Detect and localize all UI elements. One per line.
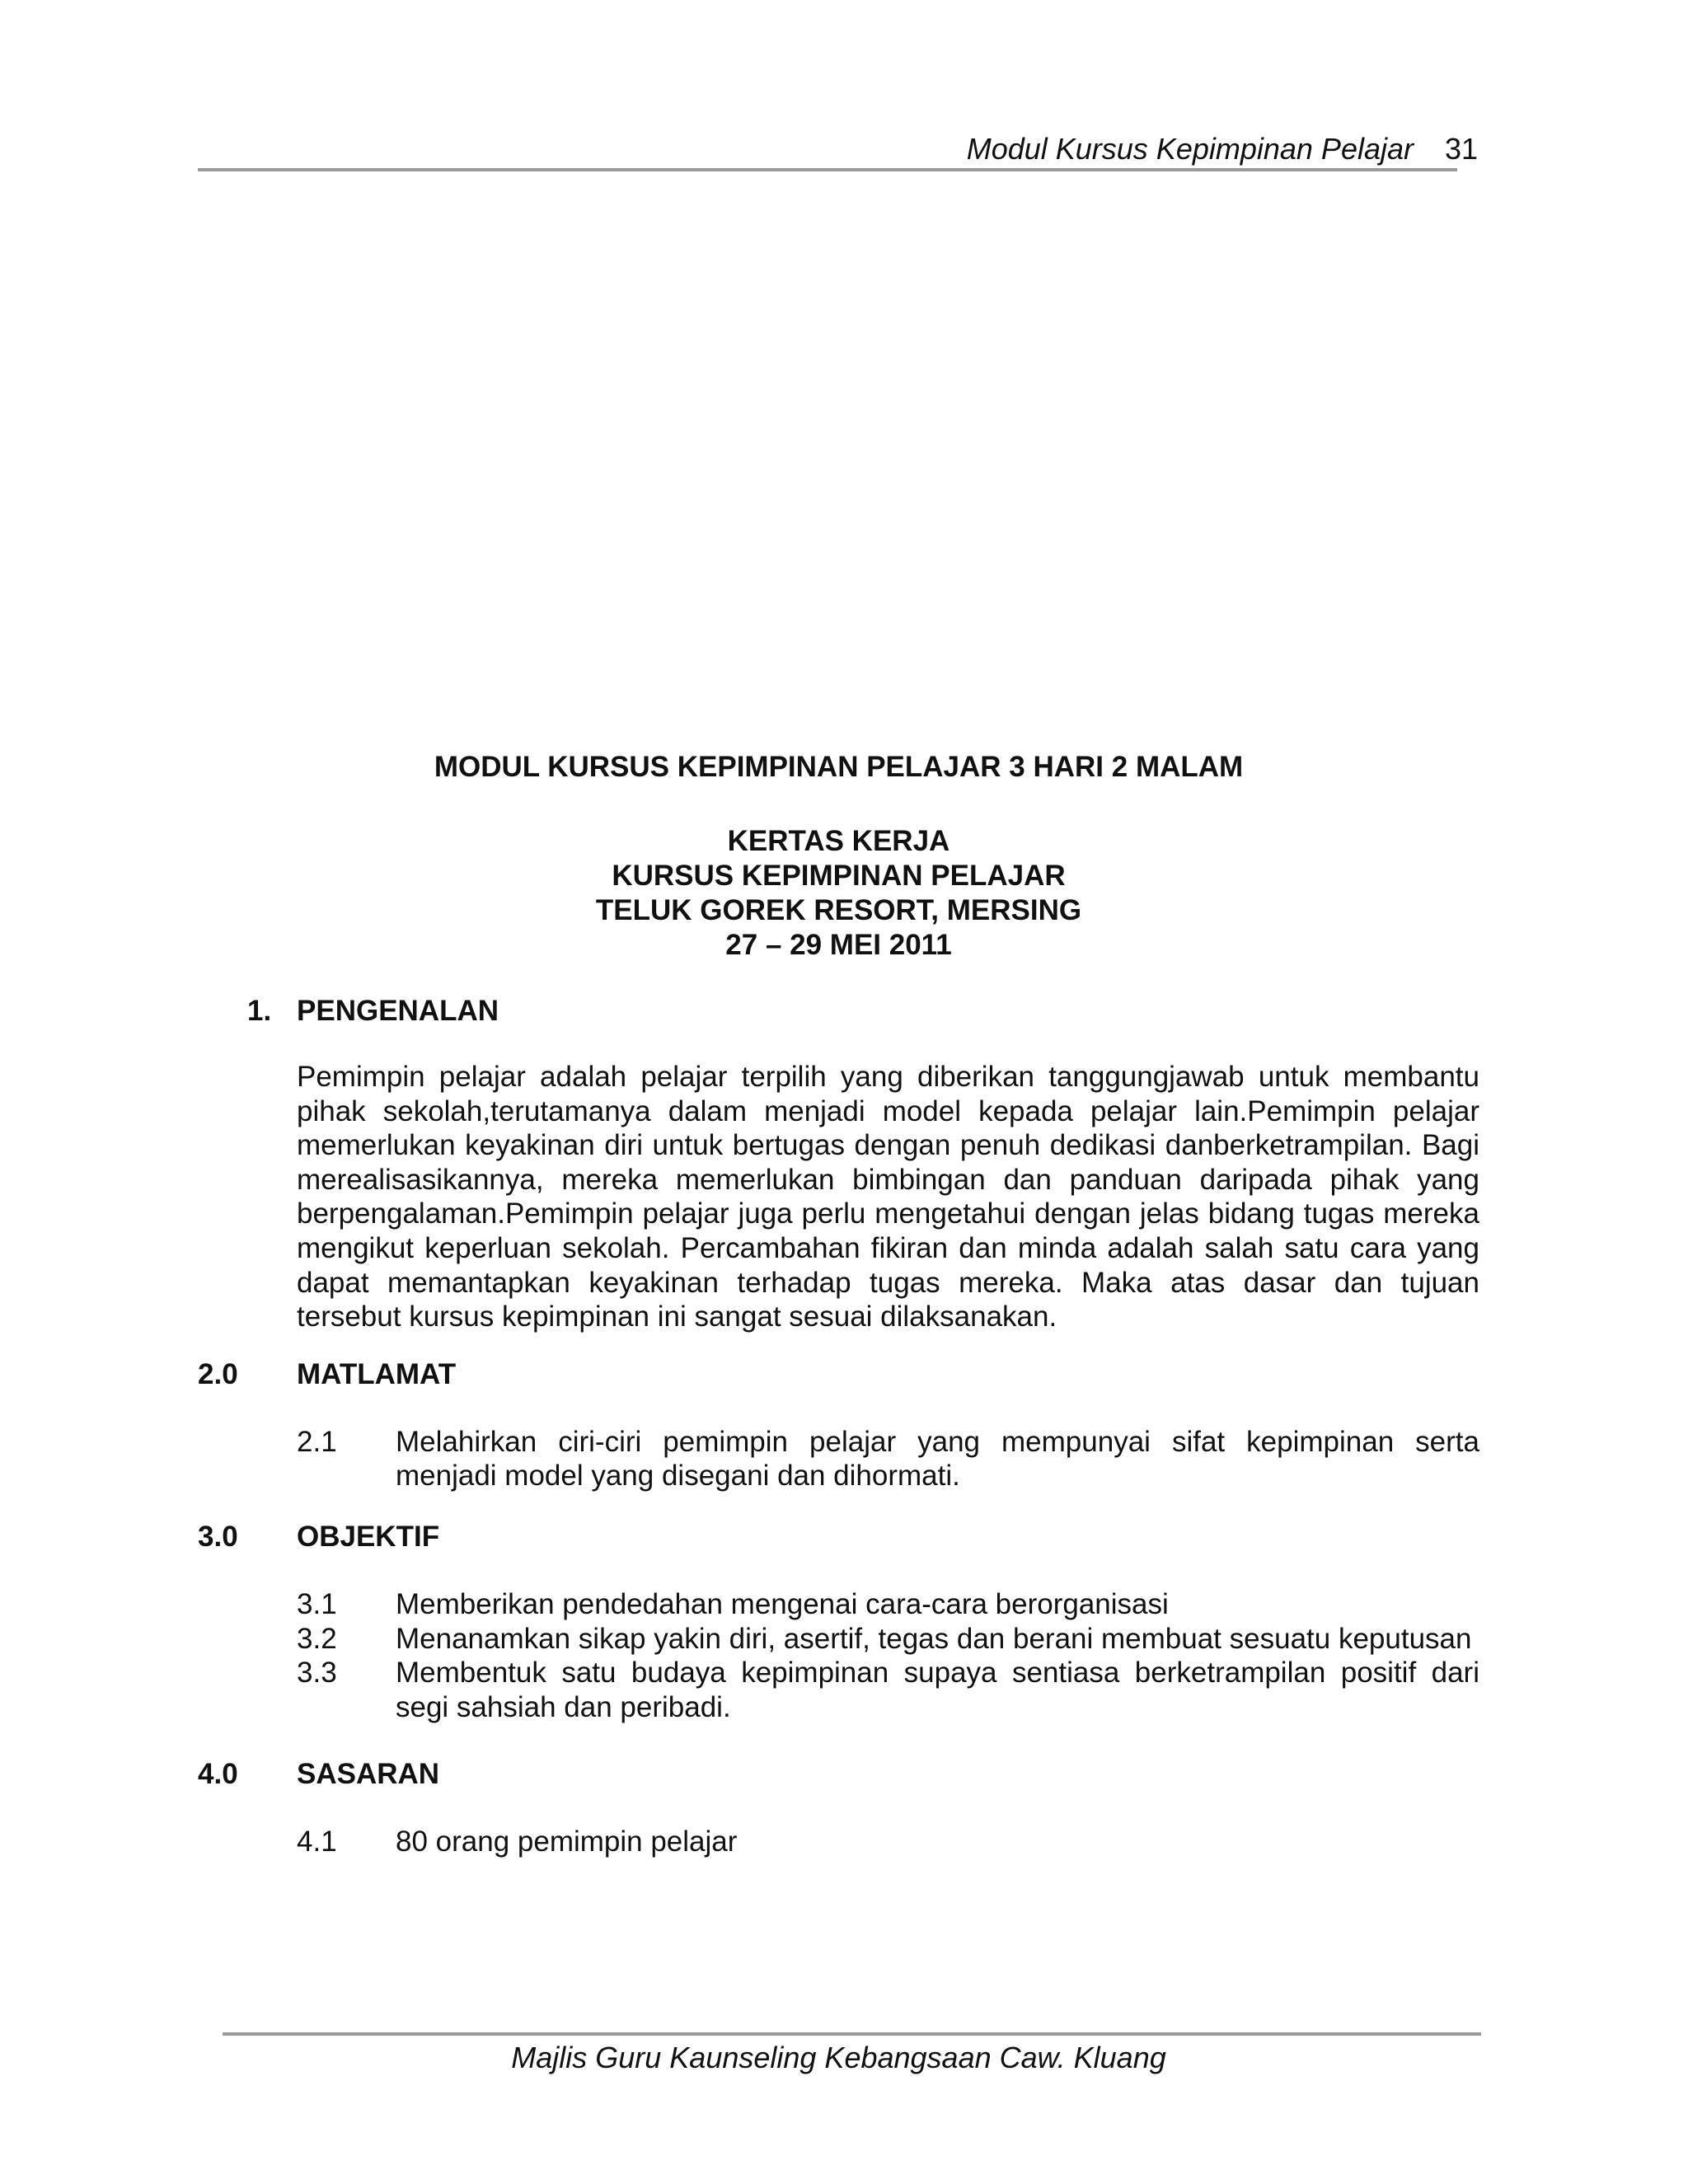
- item-text: 80 orang pemimpin pelajar: [396, 1825, 738, 1858]
- title-block: [198, 750, 1479, 963]
- section-heading: [198, 1518, 1479, 1556]
- list-item: [297, 1587, 1479, 1622]
- item-text: Memberikan pendedahan mengenai cara-cara berorganisasi: [396, 1587, 1169, 1620]
- section-heading: [198, 1755, 1479, 1793]
- item-number: 3.2: [297, 1622, 337, 1655]
- section-number: 1.: [247, 995, 272, 1027]
- page-header: [198, 132, 1479, 171]
- item-number: 3.1: [297, 1587, 337, 1620]
- section-title: OBJEKTIF: [297, 1520, 440, 1553]
- item-text: Melahirkan ciri-ciri pemimpin pelajar yang mempunyai sifat kepimpinan serta menjadi model yang disegani dan dihormati.: [396, 1425, 1479, 1493]
- section-objektif: [198, 1518, 1479, 1724]
- item-list: [297, 1425, 1479, 1493]
- section-heading: [198, 992, 1479, 1030]
- section-sasaran: [198, 1755, 1479, 1859]
- item-list: [297, 1825, 1479, 1859]
- subtitle-line: KURSUS KEPIMPINAN PELAJAR: [612, 860, 1066, 892]
- list-item: [297, 1622, 1479, 1657]
- section-heading: [198, 1356, 1479, 1394]
- list-item: [297, 1656, 1479, 1724]
- list-item: [297, 1425, 1479, 1493]
- item-number: 4.1: [297, 1825, 337, 1858]
- section-number: 3.0: [198, 1520, 238, 1553]
- item-number: 2.1: [297, 1425, 337, 1458]
- footer-divider: [223, 2032, 1481, 2036]
- item-text: Menanamkan sikap yakin diri, asertif, tegas dan berani membuat sesuatu keputusan: [396, 1622, 1472, 1655]
- subtitle-line: TELUK GOREK RESORT, MERSING: [595, 894, 1082, 926]
- section-title: SASARAN: [297, 1758, 440, 1791]
- subtitle-line: 27 – 29 MEI 2011: [725, 929, 952, 961]
- page-footer: Majlis Guru Kaunseling Kebangsaan Caw. Kluang: [511, 2041, 1166, 2074]
- section-paragraph: Pemimpin pelajar adalah pelajar terpilih yang diberikan tanggungjawab untuk membantu pihak sekolah,terutamanya dalam menjadi model kepada pelajar lain.Pemimpin pelajar memerlukan keyakinan diri untuk bertugas dengan penuh dedikasi danberketrampilan. Bagi merealisasikannya, mereka memerlukan bimbingan dan panduan daripada pihak yang berpengalaman.Pemimpin pelajar juga perlu mengetahui dengan jelas bidang tugas mereka mengikut keperluan sekolah. Percambahan fikiran dan minda adalah salah satu cara yang dapat memantapkan keyakinan terhadap tugas mereka. Maka atas dasar dan tujuan tersebut kursus kepimpinan ini sangat sesuai dilaksanakan.: [297, 1061, 1479, 1333]
- subtitle-line: KERTAS KERJA: [727, 825, 950, 857]
- page-number: 31: [1444, 132, 1478, 166]
- header-title: Modul Kursus Kepimpinan Pelajar: [966, 132, 1414, 166]
- section-title: PENGENALAN: [297, 995, 499, 1027]
- section-number: 2.0: [198, 1357, 238, 1390]
- item-text: Membentuk satu budaya kepimpinan supaya sentiasa berketrampilan positif dari segi sahsiah dan peribadi.: [396, 1657, 1479, 1723]
- document-title: MODUL KURSUS KEPIMPINAN PELAJAR 3 HARI 2 MALAM: [434, 751, 1244, 783]
- section-number: 4.0: [198, 1758, 238, 1791]
- header-divider: [198, 168, 1457, 171]
- section-matlamat: [198, 1356, 1479, 1493]
- section-title: MATLAMAT: [297, 1357, 457, 1390]
- item-list: [297, 1587, 1479, 1724]
- document-body: [198, 992, 1479, 1859]
- subtitle-group: [198, 824, 1479, 963]
- section-pengenalan: [198, 992, 1479, 1334]
- list-item: [297, 1825, 1479, 1859]
- item-number: 3.3: [297, 1657, 337, 1690]
